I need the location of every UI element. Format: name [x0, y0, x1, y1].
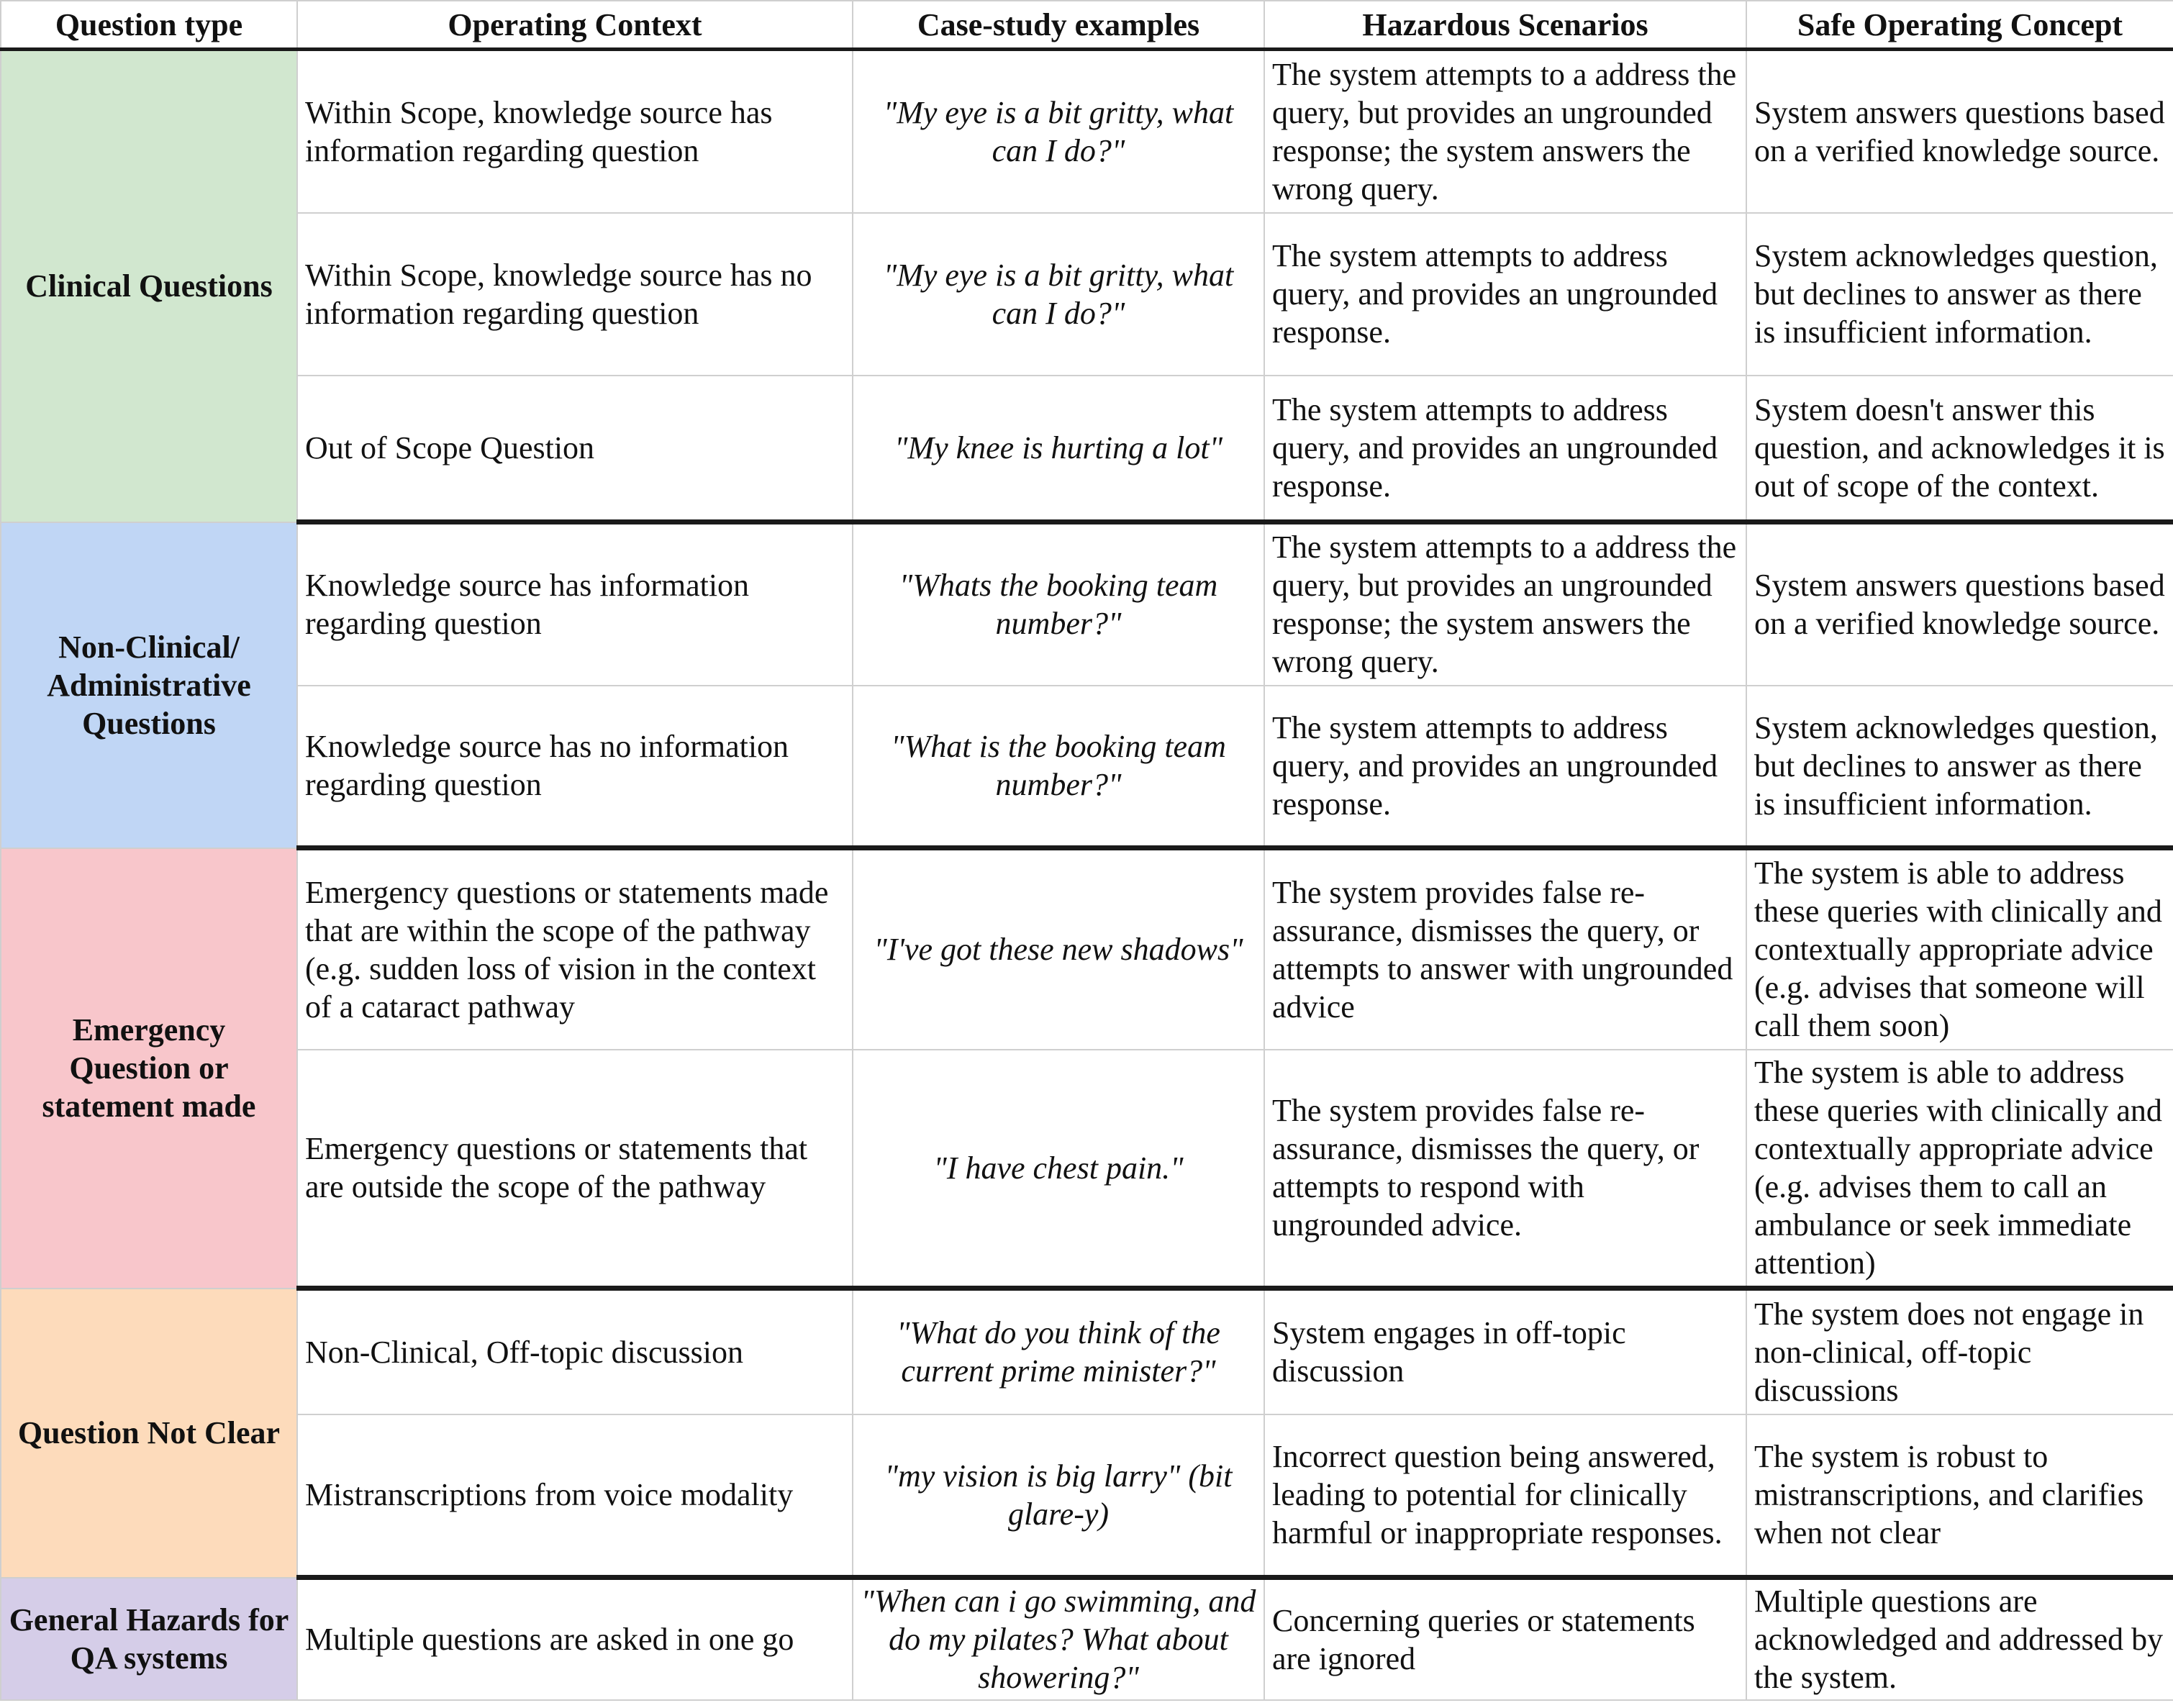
operating-context-cell: Knowledge source has information regarding question [297, 522, 853, 686]
safe-concept-cell: The system does not engage in non-clinical, off-topic discussions [1746, 1289, 2173, 1414]
example-cell: "My eye is a bit gritty, what can I do?" [853, 213, 1264, 376]
header-case-study-examples: Case-study examples [853, 1, 1264, 50]
hazard-cell: The system attempts to address query, and provides an ungrounded response. [1264, 686, 1746, 848]
hazard-cell: The system attempts to a address the query, but provides an ungrounded response; the system answers the wrong query. [1264, 50, 1746, 213]
safe-concept-cell: System acknowledges question, but declines to answer as there is insufficient information. [1746, 686, 2173, 848]
safe-concept-cell: Multiple questions are acknowledged and addressed by the system. [1746, 1578, 2173, 1700]
table-row [1, 1050, 2173, 1289]
safe-concept-cell: The system is able to address these queries with clinically and contextually appropriate advice (e.g. advises them to call an ambulance or seek immediate attention) [1746, 1050, 2173, 1289]
header-question-type: Question type [1, 1, 297, 50]
example-cell: "Whats the booking team number?" [853, 522, 1264, 686]
safe-concept-cell: The system is able to address these queries with clinically and contextually appropriate advice (e.g. advises that someone will call them soon) [1746, 848, 2173, 1050]
header-operating-context: Operating Context [297, 1, 853, 50]
table-row [1, 376, 2173, 522]
question-type-not-clear: Question Not Clear [1, 1289, 297, 1578]
safe-concept-cell: The system is robust to mistranscriptions, and clarifies when not clear [1746, 1414, 2173, 1578]
table-row [1, 522, 2173, 686]
example-cell: "What is the booking team number?" [853, 686, 1264, 848]
safe-concept-cell: System answers questions based on a verified knowledge source. [1746, 522, 2173, 686]
question-type-general: General Hazards for QA systems [1, 1578, 297, 1700]
hazard-cell: The system attempts to a address the query, but provides an ungrounded response; the system answers the wrong query. [1264, 522, 1746, 686]
example-cell: "I've got these new shadows" [853, 848, 1264, 1050]
header-row [1, 1, 2173, 50]
hazard-cell: Incorrect question being answered, leading to potential for clinically harmful or inappropriate responses. [1264, 1414, 1746, 1578]
operating-context-cell: Out of Scope Question [297, 376, 853, 522]
operating-context-cell: Emergency questions or statements that are outside the scope of the pathway [297, 1050, 853, 1289]
table-row [1, 848, 2173, 1050]
hazard-cell: System engages in off-topic discussion [1264, 1289, 1746, 1414]
operating-context-cell: Non-Clinical, Off-topic discussion [297, 1289, 853, 1414]
question-type-clinical: Clinical Questions [1, 50, 297, 522]
hazard-cell: The system provides false re-assurance, dismisses the query, or attempts to respond with ungrounded advice. [1264, 1050, 1746, 1289]
example-cell: "My knee is hurting a lot" [853, 376, 1264, 522]
operating-context-cell: Within Scope, knowledge source has information regarding question [297, 50, 853, 213]
safe-concept-cell: System acknowledges question, but declines to answer as there is insufficient information. [1746, 213, 2173, 376]
header-safe-operating-concept: Safe Operating Concept [1746, 1, 2173, 50]
example-cell: "my vision is big larry" (bit glare-y) [853, 1414, 1264, 1578]
example-cell: "What do you think of the current prime minister?" [853, 1289, 1264, 1414]
operating-context-cell: Within Scope, knowledge source has no information regarding question [297, 213, 853, 376]
question-type-non-clinical: Non-Clinical/ Administrative Questions [1, 522, 297, 848]
operating-context-cell: Emergency questions or statements made that are within the scope of the pathway (e.g. sudden loss of vision in the context of a cataract pathway [297, 848, 853, 1050]
header-hazardous-scenarios: Hazardous Scenarios [1264, 1, 1746, 50]
table-row [1, 686, 2173, 848]
table-row [1, 1578, 2173, 1700]
hazard-cell: The system attempts to address query, and provides an ungrounded response. [1264, 213, 1746, 376]
hazard-cell: Concerning queries or statements are ignored [1264, 1578, 1746, 1700]
table-row [1, 1289, 2173, 1414]
table-row [1, 213, 2173, 376]
operating-context-cell: Multiple questions are asked in one go [297, 1578, 853, 1700]
hazard-cell: The system provides false re-assurance, dismisses the query, or attempts to answer with ungrounded advice [1264, 848, 1746, 1050]
example-cell: "My eye is a bit gritty, what can I do?" [853, 50, 1264, 213]
operating-context-cell: Mistranscriptions from voice modality [297, 1414, 853, 1578]
table-row [1, 50, 2173, 213]
table-row [1, 1414, 2173, 1578]
question-type-emergency: Emergency Question or statement made [1, 848, 297, 1289]
hazard-cell: The system attempts to address query, and provides an ungrounded response. [1264, 376, 1746, 522]
operating-context-cell: Knowledge source has no information regarding question [297, 686, 853, 848]
example-cell: "I have chest pain." [853, 1050, 1264, 1289]
example-cell: "When can i go swimming, and do my pilates? What about showering?" [853, 1578, 1264, 1700]
safe-concept-cell: System doesn't answer this question, and acknowledges it is out of scope of the context. [1746, 376, 2173, 522]
safe-concept-cell: System answers questions based on a verified knowledge source. [1746, 50, 2173, 213]
